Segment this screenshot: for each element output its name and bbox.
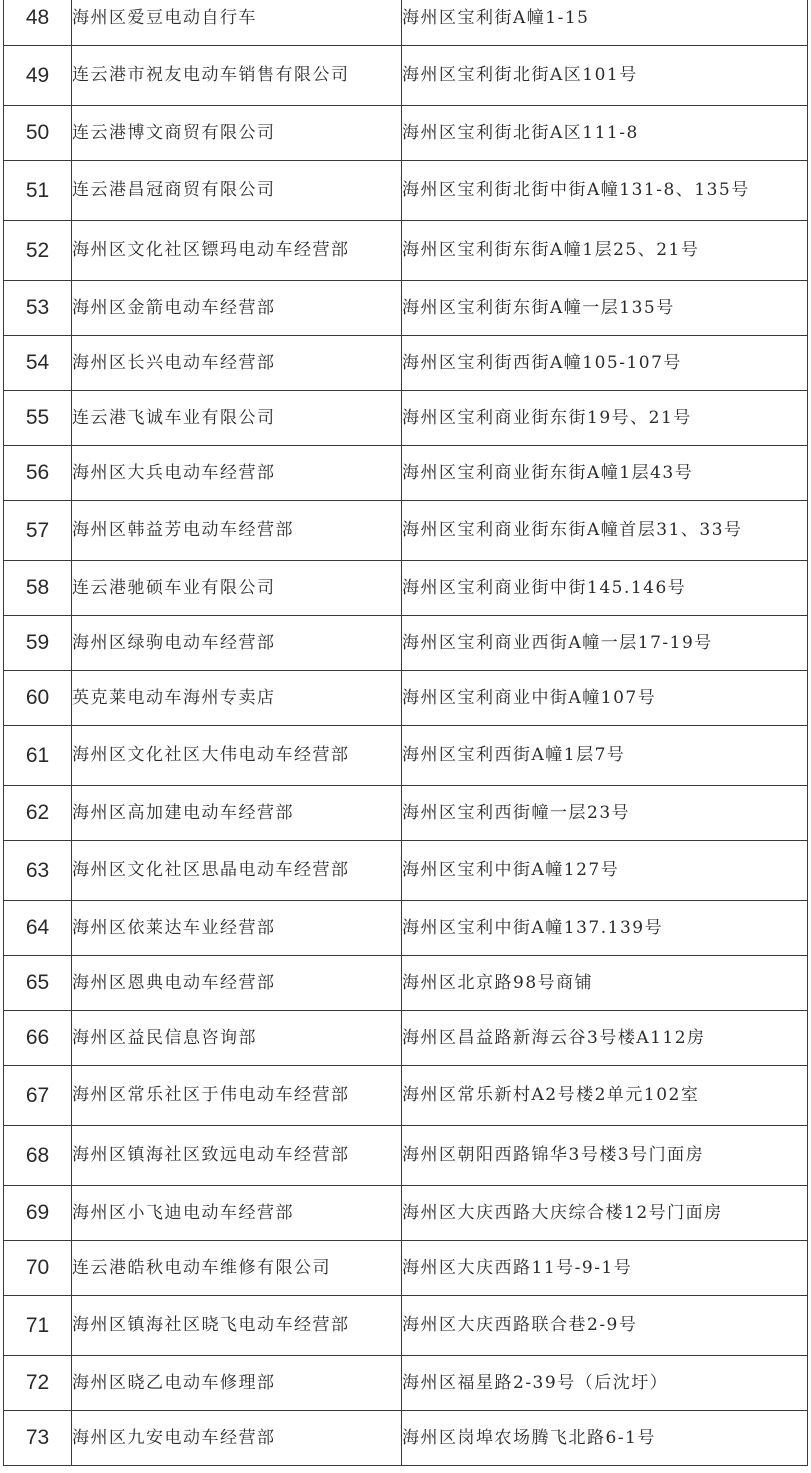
business-name: 海州区依莱达车业经营部 [72,901,402,956]
table-row [4,1066,808,1126]
row-number: 71 [4,1296,72,1356]
row-number: 57 [4,501,72,561]
business-address: 海州区宝利西街A幢1层7号 [402,726,808,786]
table-row [4,281,808,336]
business-address: 海州区宝利街北街A区101号 [402,46,808,106]
row-number: 64 [4,901,72,956]
business-address: 海州区福星路2-39号（后沈圩） [402,1356,808,1411]
business-name: 连云港市祝友电动车销售有限公司 [72,46,402,106]
business-name: 海州区常乐社区于伟电动车经营部 [72,1066,402,1126]
business-address: 海州区宝利中街A幢127号 [402,841,808,901]
business-name: 海州区恩典电动车经营部 [72,956,402,1011]
row-number: 60 [4,671,72,726]
table-row [4,106,808,161]
table-row [4,501,808,561]
business-name: 海州区韩益芳电动车经营部 [72,501,402,561]
dealer-table [3,0,808,1466]
table-row [4,901,808,956]
table-row [4,1356,808,1411]
business-name: 海州区文化社区思晶电动车经营部 [72,841,402,901]
row-number: 53 [4,281,72,336]
business-address: 海州区宝利商业中街A幢107号 [402,671,808,726]
business-address: 海州区大庆西路11号-9-1号 [402,1241,808,1296]
row-number: 49 [4,46,72,106]
table-row [4,786,808,841]
business-name: 海州区金箭电动车经营部 [72,281,402,336]
business-address: 海州区宝利街东街A幢1层25、21号 [402,221,808,281]
business-name: 海州区爱豆电动自行车 [72,0,402,46]
business-name: 海州区高加建电动车经营部 [72,786,402,841]
business-name: 海州区小飞迪电动车经营部 [72,1186,402,1241]
business-address: 海州区朝阳西路锦华3号楼3号门面房 [402,1126,808,1186]
business-name: 连云港皓秋电动车维修有限公司 [72,1241,402,1296]
table-row [4,46,808,106]
row-number: 73 [4,1411,72,1466]
business-address: 海州区岗埠农场腾飞北路6-1号 [402,1411,808,1466]
business-address: 海州区宝利商业西街A幢一层17-19号 [402,616,808,671]
row-number: 56 [4,446,72,501]
business-name: 海州区文化社区大伟电动车经营部 [72,726,402,786]
row-number: 62 [4,786,72,841]
business-address: 海州区北京路98号商铺 [402,956,808,1011]
row-number: 51 [4,161,72,221]
business-address: 海州区宝利中街A幢137.139号 [402,901,808,956]
table-row [4,391,808,446]
business-name: 海州区文化社区镖玛电动车经营部 [72,221,402,281]
business-address: 海州区宝利商业街中街145.146号 [402,561,808,616]
business-address: 海州区大庆西路大庆综合楼12号门面房 [402,1186,808,1241]
dealer-table-body [4,0,808,1466]
business-address: 海州区宝利街东街A幢一层135号 [402,281,808,336]
row-number: 66 [4,1011,72,1066]
business-name: 海州区镇海社区致远电动车经营部 [72,1126,402,1186]
business-address: 海州区宝利街A幢1-15 [402,0,808,46]
row-number: 48 [4,0,72,46]
row-number: 54 [4,336,72,391]
row-number: 58 [4,561,72,616]
business-address: 海州区宝利商业街东街19号、21号 [402,391,808,446]
business-name: 海州区九安电动车经营部 [72,1411,402,1466]
table-row [4,616,808,671]
business-address: 海州区宝利街北街中街A幢131-8、135号 [402,161,808,221]
row-number: 70 [4,1241,72,1296]
row-number: 59 [4,616,72,671]
business-address: 海州区常乐新村A2号楼2单元102室 [402,1066,808,1126]
table-row [4,671,808,726]
table-row [4,561,808,616]
business-address: 海州区宝利西街幢一层23号 [402,786,808,841]
table-row [4,446,808,501]
table-row [4,1126,808,1186]
row-number: 69 [4,1186,72,1241]
business-name: 海州区长兴电动车经营部 [72,336,402,391]
business-name: 连云港博文商贸有限公司 [72,106,402,161]
business-address: 海州区宝利街北街A区111-8 [402,106,808,161]
business-name: 海州区晓乙电动车修理部 [72,1356,402,1411]
business-address: 海州区昌益路新海云谷3号楼A112房 [402,1011,808,1066]
row-number: 50 [4,106,72,161]
row-number: 68 [4,1126,72,1186]
table-row [4,336,808,391]
table-row [4,956,808,1011]
business-address: 海州区宝利街西街A幢105-107号 [402,336,808,391]
business-name: 英克莱电动车海州专卖店 [72,671,402,726]
row-number: 55 [4,391,72,446]
business-name: 连云港驰硕车业有限公司 [72,561,402,616]
business-name: 海州区镇海社区晓飞电动车经营部 [72,1296,402,1356]
business-name: 海州区绿驹电动车经营部 [72,616,402,671]
table-row [4,221,808,281]
table-row [4,841,808,901]
row-number: 61 [4,726,72,786]
table-row [4,726,808,786]
business-name: 连云港昌冠商贸有限公司 [72,161,402,221]
table-row [4,161,808,221]
row-number: 63 [4,841,72,901]
row-number: 72 [4,1356,72,1411]
table-row [4,0,808,46]
table-row [4,1411,808,1466]
business-address: 海州区宝利商业街东街A幢首层31、33号 [402,501,808,561]
table-row [4,1186,808,1241]
table-row [4,1011,808,1066]
table-row [4,1241,808,1296]
row-number: 65 [4,956,72,1011]
table-row [4,1296,808,1356]
business-name: 海州区大兵电动车经营部 [72,446,402,501]
row-number: 67 [4,1066,72,1126]
business-address: 海州区宝利商业街东街A幢1层43号 [402,446,808,501]
row-number: 52 [4,221,72,281]
business-address: 海州区大庆西路联合巷2-9号 [402,1296,808,1356]
business-name: 连云港飞诚车业有限公司 [72,391,402,446]
business-name: 海州区益民信息咨询部 [72,1011,402,1066]
